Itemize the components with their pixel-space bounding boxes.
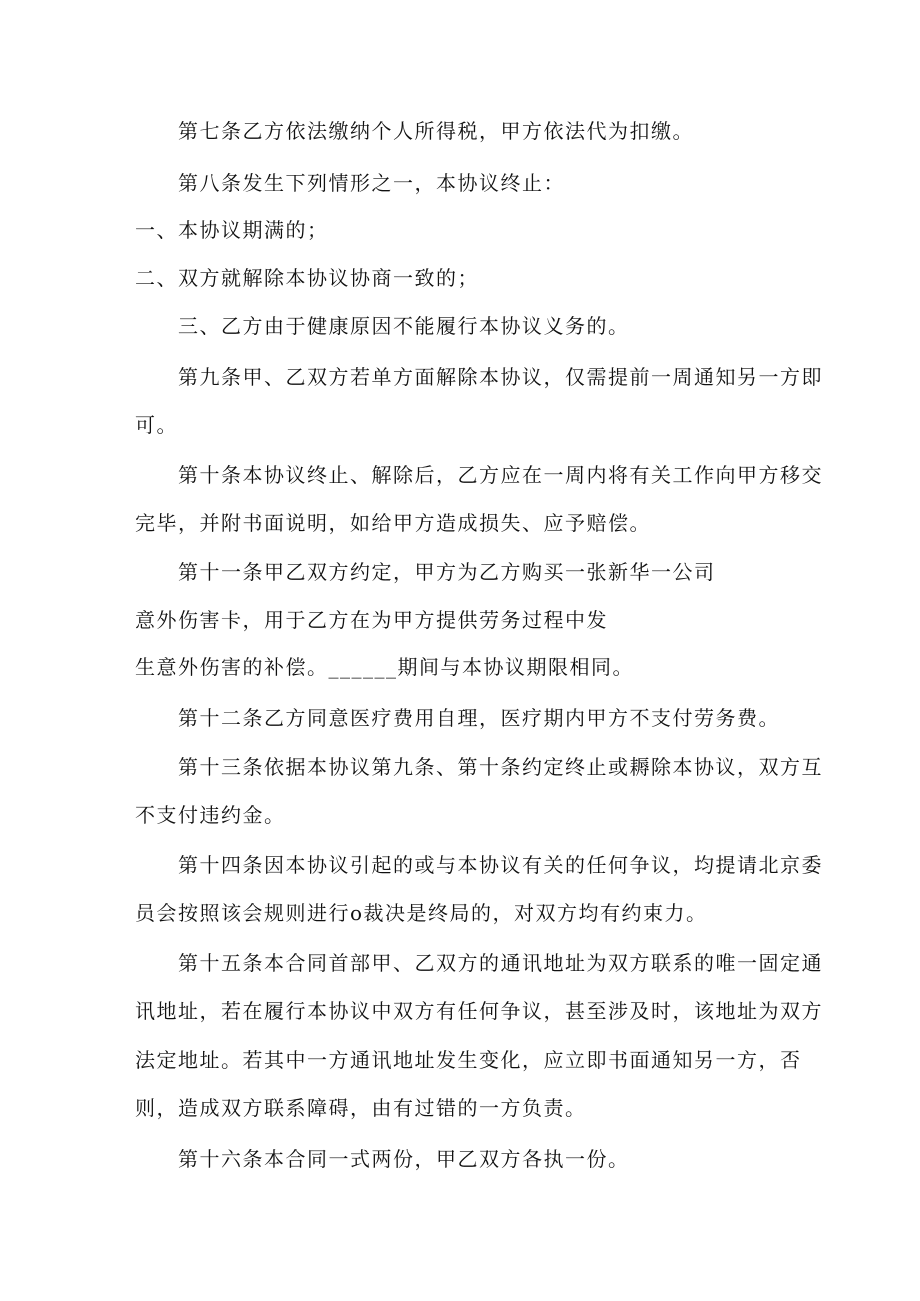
text-line-item-1: 一、本协议期满的； <box>135 218 329 242</box>
text-line-item-3: 三、乙方由于健康原因不能履行本协议义务的。 <box>178 314 630 338</box>
text-line-article-15-cont-2: 法定地址。若其中一方通讯地址发生变化，应立即书面通知另一方，否 <box>135 1048 802 1072</box>
text-line-article-9: 第九条甲、乙双方若单方面解除本协议，仅需提前一周通知另一方即 <box>178 365 823 389</box>
text-line-article-9-cont: 可。 <box>135 413 178 437</box>
text-line-article-13-cont: 不支付违约金。 <box>135 803 286 827</box>
text-line-item-2: 二、双方就解除本协议协商一致的； <box>135 266 479 290</box>
text-line-article-14-cont: 员会按照该会规则进行o裁决是终局的，对双方均有约束力。 <box>135 901 708 925</box>
text-line-article-8: 第八条发生下列情形之一，本协议终止： <box>178 171 565 195</box>
text-line-article-16: 第十六条本合同一式两份，甲乙双方各执一份。 <box>178 1147 630 1171</box>
text-line-article-10-cont: 完毕，并附书面说明，如给甲方造成损失、应予赔偿。 <box>135 511 651 535</box>
text-line-article-15-cont-1: 讯地址，若在履行本协议中双方有任何争议，甚至涉及时，该地址为双方 <box>135 999 823 1023</box>
text-line-article-7: 第七条乙方依法缴纳个人所得税，甲方依法代为扣缴。 <box>178 119 694 143</box>
text-line-article-15: 第十五条本合同首部甲、乙双方的通讯地址为双方联系的唯一固定通 <box>178 951 823 975</box>
text-line-article-13: 第十三条依据本协议第九条、第十条约定终止或耨除本协议，双方互 <box>178 755 823 779</box>
text-line-article-11: 第十一条甲乙双方约定，甲方为乙方购买一张新华一公司 <box>178 560 716 584</box>
text-line-article-14: 第十四条因本协议引起的或与本协议有关的任何争议，均提请北京委 <box>178 853 823 877</box>
text-line-article-12: 第十二条乙方同意医疗费用自理，医疗期内甲方不支付劳务费。 <box>178 706 780 730</box>
text-line-article-11-cont-1: 意外伤害卡，用于乙方在为甲方提供劳务过程中发 <box>135 608 608 632</box>
text-line-article-15-cont-3: 则，造成双方联系障碍，由有过错的一方负责。 <box>135 1096 587 1120</box>
text-line-article-11-cont-2: 生意外伤害的补偿。______期间与本协议期限相同。 <box>135 655 634 679</box>
text-line-article-10: 第十条本协议终止、解除后，乙方应在一周内将有关工作向甲方移交 <box>178 463 823 487</box>
